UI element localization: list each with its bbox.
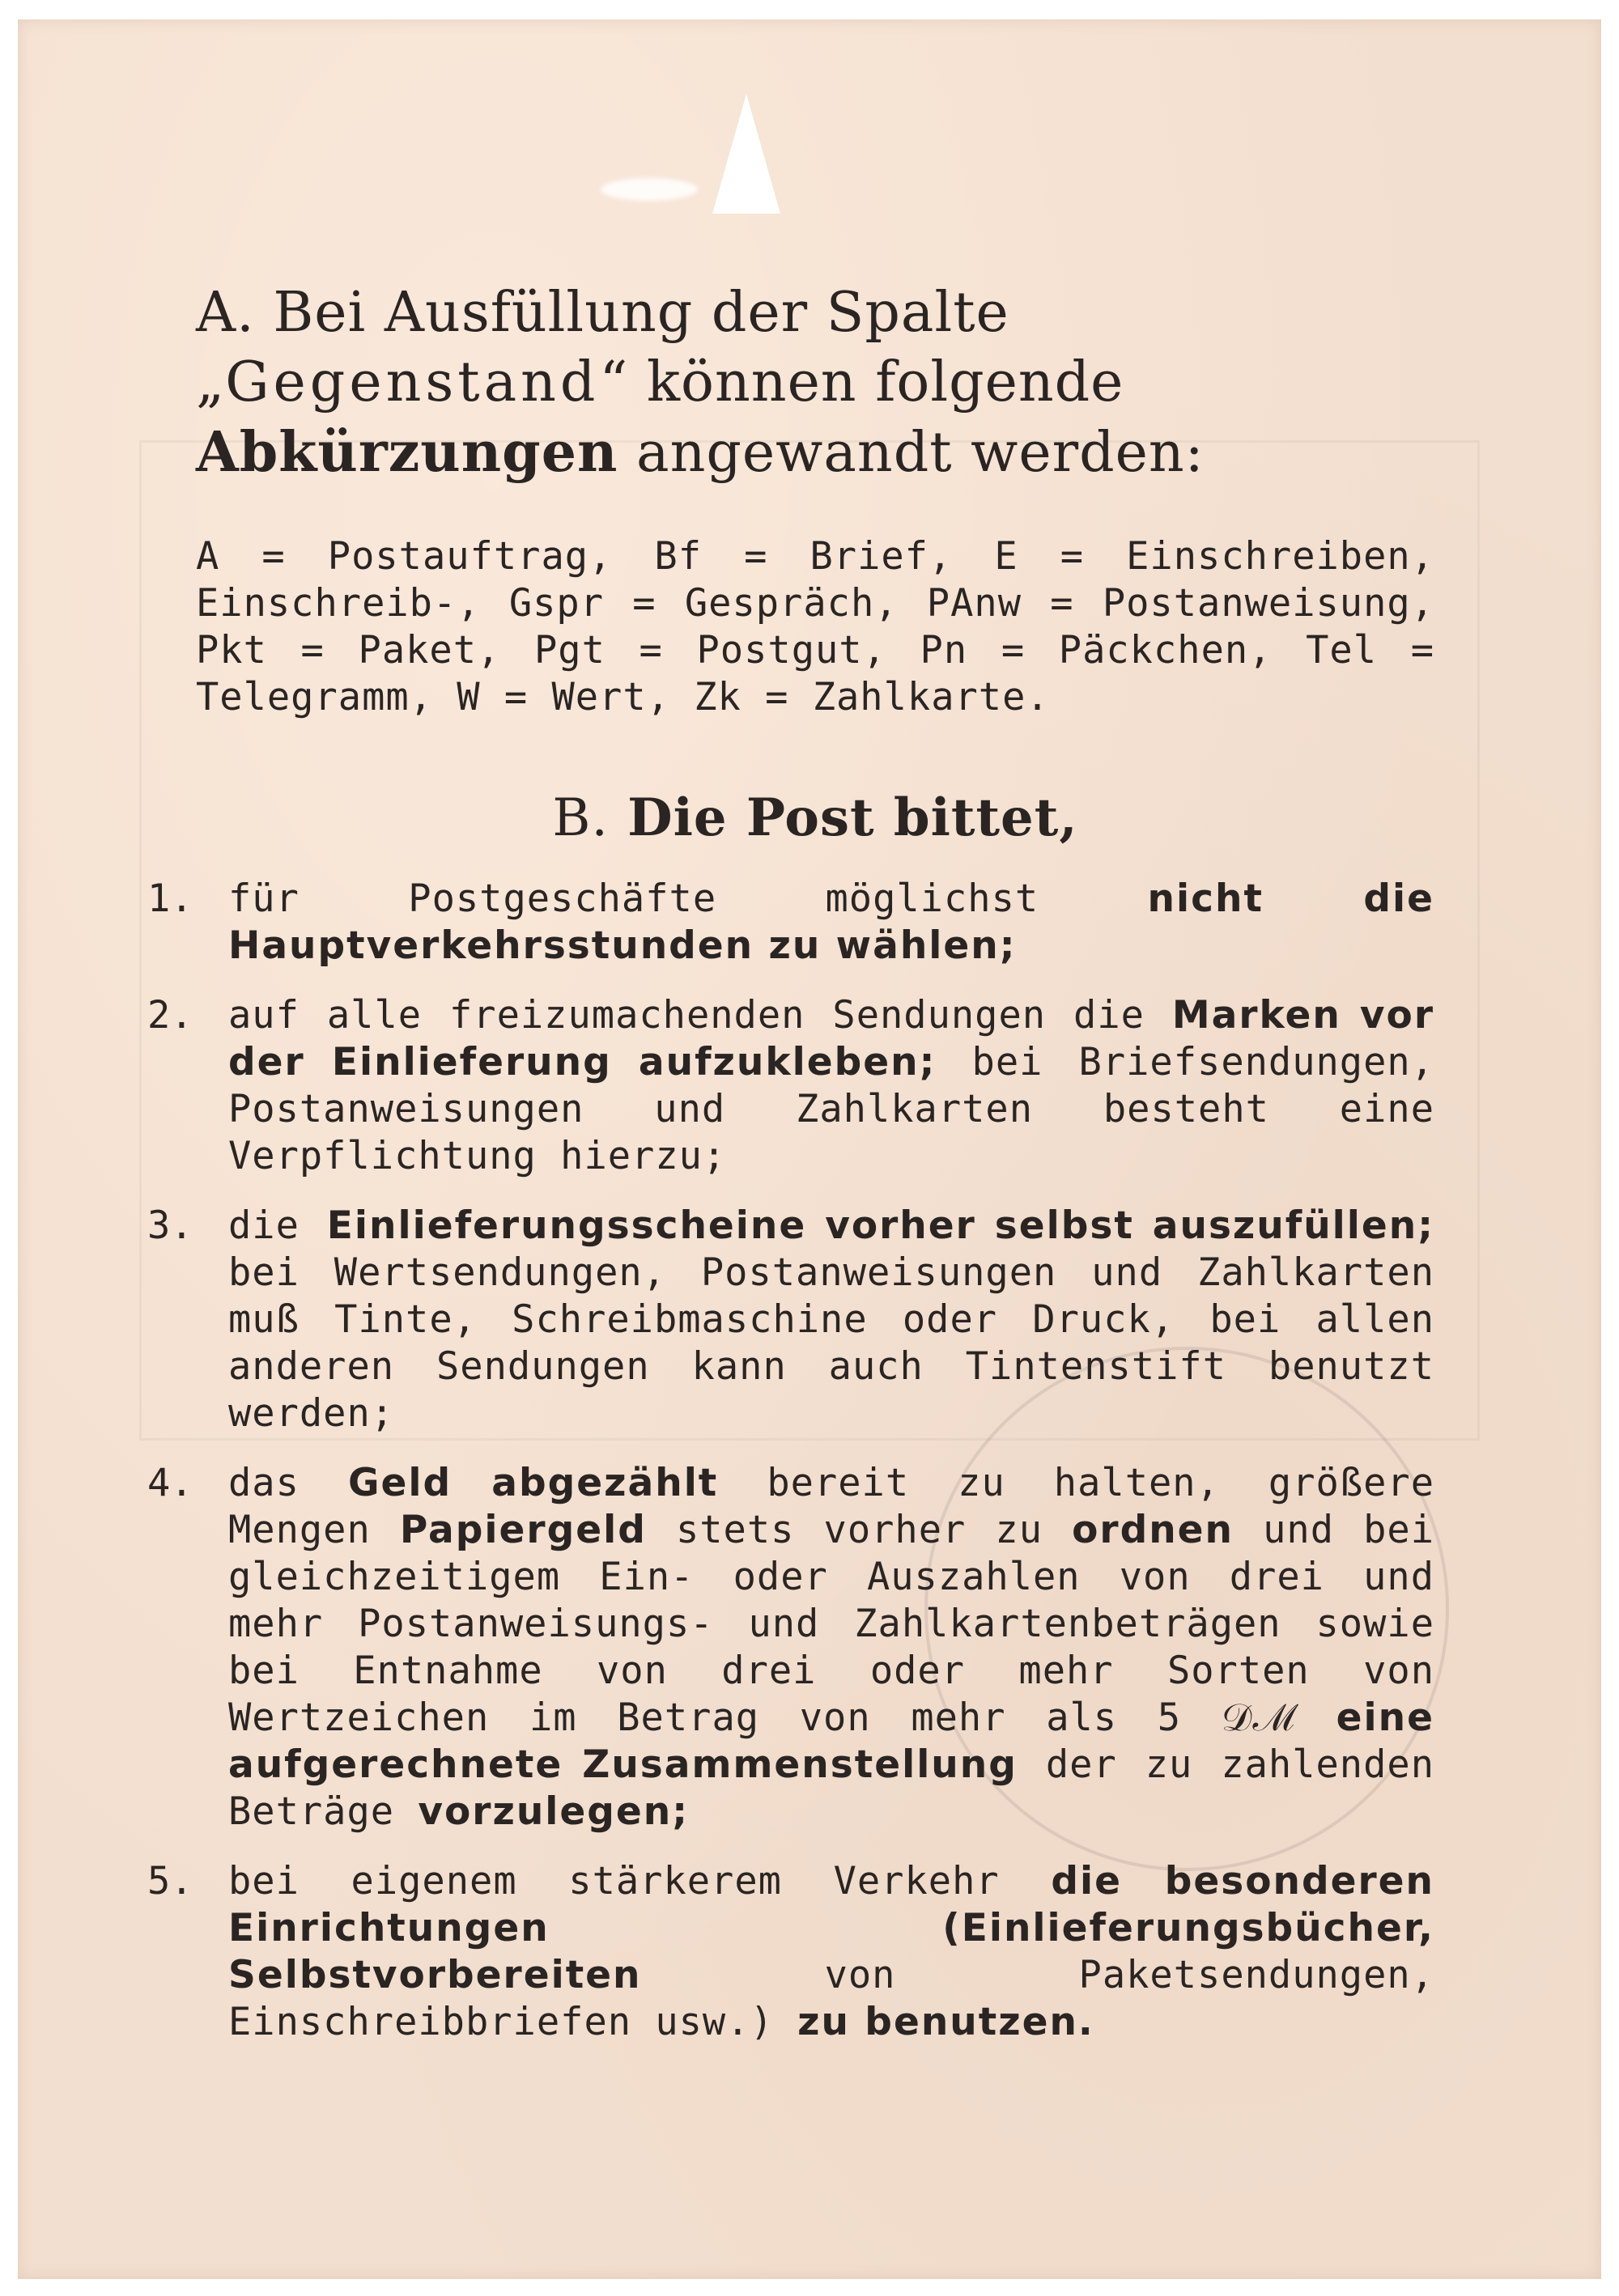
request-text [228,1460,1434,1836]
request-text-part: bei eigenem stärkerem Verkehr [228,1859,1052,1903]
section-a-intro-text-1: A. Bei Ausfüllung der Spalte „ [196,281,1009,414]
request-text [228,992,1434,1180]
section-a-column-name: Gegenstand [225,350,600,414]
abbreviation-list: A = Postauftrag, Bf = Brief, E = Einschreiben, Einschreib-, Gspr = Gespräch, PAnw = Postanweisung, Pkt = Paket, Pgt = Postgut, Pn = Päckchen, Tel = Telegramm, W = Wert, Zk = Zahlkarte. [196,534,1434,719]
request-number: 2. [147,993,193,1038]
request-text-emphasis: Geld abgezählt [347,1461,719,1505]
request-text-emphasis: eine aufgerechnete Zusammenstellung [228,1695,1434,1787]
request-item [147,1460,1435,1836]
request-text-emphasis: nicht die Hauptverkehrsstunden zu wählen; [228,876,1434,968]
request-text-emphasis: ordnen [1072,1508,1234,1552]
postal-notice-card [18,19,1601,2279]
currency-symbol: 𝒟ℳ [1221,1695,1296,1740]
request-text-part [1296,1695,1336,1740]
request-text [228,1203,1434,1437]
request-item [147,876,1434,970]
section-b-heading: Die Post bittet, [627,787,1078,848]
section-b-prefix: B. [552,788,609,848]
request-number: 4. [147,1461,193,1505]
request-text-part: bei Briefsendungen, Postanweisungen und Zahlkarten besteht eine Verpflichtung hierzu; [228,1040,1434,1178]
request-text-emphasis: Marken vor der Einlieferung aufzukleben; [228,993,1435,1084]
request-text-part: von Paketsendungen, Einschreibbriefen usw.) [228,1953,1434,2044]
request-text-part: die [228,1203,327,1248]
section-b-title [196,787,1434,848]
request-text-emphasis: die besonderen Einrichtungen (Einlieferungsbücher, Selbstvorbereiten [228,1859,1434,1997]
punched-hole [712,94,780,214]
punched-hole-edge [601,178,698,201]
request-text-part: das [228,1461,348,1505]
request-text-emphasis: vorzulegen; [418,1789,690,1834]
request-item [147,1858,1434,2046]
request-item [147,992,1435,1180]
request-text-part: bei Wertsendungen, Postanweisungen und Zahlkarten muß Tinte, Schreibmaschine oder Druck, bei allen anderen Sendungen kann auch Tintenstift benutzt werden; [228,1250,1434,1436]
request-text-emphasis: zu benutzen. [797,2000,1094,2044]
request-text [228,1858,1434,2046]
request-text [228,876,1434,970]
notice-content [147,278,1435,2069]
request-list [147,876,1435,2046]
request-number: 3. [147,1203,193,1248]
request-text-part: und bei gleichzeitigem Ein- oder Auszahlen von drei und mehr Postanweisungs- und Zahlkartenbeträgen sowie bei Entnahme von drei oder mehr Sorten von Wertzeichen im Betrag von mehr als 5 [228,1508,1435,1740]
request-item [147,1203,1435,1437]
request-text-part: bereit zu halten, größere Mengen [228,1461,1435,1552]
request-text-part: auf alle freizumachenden Sendungen die [228,993,1172,1038]
request-text-part: der zu zahlenden Beträge [228,1742,1434,1834]
request-number: 5. [147,1859,193,1903]
request-text-part: für Postgeschäfte möglichst [228,876,1148,921]
request-text-emphasis: Papiergeld [399,1508,647,1552]
section-a-intro-text-2: “ können folgende [599,350,1124,414]
request-number: 1. [147,876,193,921]
section-a-abbreviations-heading: Abkürzungen [196,420,618,485]
section-a-intro [196,278,1434,488]
request-text-part: stets vorher zu [646,1508,1073,1552]
request-text-emphasis: Einlieferungsscheine vorher selbst auszufüllen; [326,1203,1435,1248]
section-a-intro-text-3: angewandt werden: [618,421,1205,485]
